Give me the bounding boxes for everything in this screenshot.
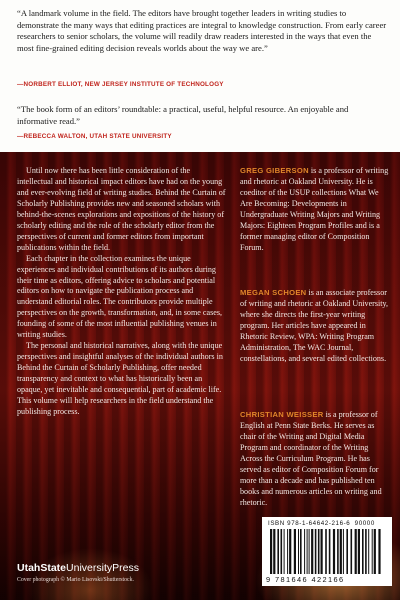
barcode-bar <box>337 529 339 574</box>
editor-name-3: CHRISTIAN WEISSER <box>240 410 324 419</box>
book-description <box>17 166 227 418</box>
editor-bio-text-1: is a professor of writing and rhetoric at Oakland University. He is coeditor of the USUP collections What We Are Becoming: Developments in Undergraduate Writing Majors and Writing Majors: Eighteen Program Profiles and is a former managing editor of Composition Forum. <box>240 166 389 252</box>
barcode-bar <box>355 529 357 574</box>
barcode-bar <box>270 529 272 574</box>
barcode-bars <box>268 529 386 574</box>
barcode-bar <box>378 529 380 574</box>
review-attribution-1: —NORBERT ELLIOT, NEW JERSEY INSTITUTE OF TECHNOLOGY <box>17 81 224 88</box>
editor-name-2: MEGAN SCHOEN <box>240 288 307 297</box>
barcode-bar <box>329 529 331 574</box>
barcode-bar <box>325 529 327 574</box>
barcode-bar <box>311 529 313 574</box>
barcode-bar <box>358 529 360 574</box>
photo-credit: Cover photograph © Mario Lisovski/Shutterstock. <box>17 577 134 583</box>
description-paragraph-3: The personal and historical narratives, along with the unique perspectives and insightful analyses of the individual authors in Behind the Curtain of Scholarly Publishing, offer needed transparency and context to what has historically been an opaque, yet inevitable and consequential, part of academic life. This volume will help researchers in the field understand the publishing process. <box>17 341 223 416</box>
editor-bio-text-3: is a professor of English at Penn State Berks. He serves as chair of the Writing and Digital Media Program and coordinator of the Writing Across the Curriculum Program. He has served as editor of Composition Forum for more than a decade and has published ten books and numerous articles on writing and rhetoric. <box>240 410 382 507</box>
barcode-bar <box>374 529 376 574</box>
description-paragraph-1: Until now there has been little consideration of the intellectual and historical impact editors have had on the young and ever-evolving field of writing studies. Behind the Curtain of Scholarly Publishing provides new and seasoned scholars with behind-the-scenes explorations and expositions of the history of scholarly editing and the role of the scholarly editor from the perspectives of current and former editors from important publications within the field. <box>17 166 226 252</box>
barcode-bar <box>307 529 308 574</box>
barcode-bar <box>287 529 288 574</box>
barcode-bar <box>351 529 353 574</box>
barcode-bar <box>372 529 373 574</box>
barcode-bar <box>294 529 296 574</box>
price-code: 90000 <box>354 520 375 527</box>
barcode-bar <box>300 529 302 574</box>
editor-bio-3 <box>240 410 392 509</box>
barcode-bar <box>340 529 342 574</box>
barcode-bar <box>284 529 285 574</box>
barcode-bar <box>304 529 305 574</box>
description-paragraph-2: Each chapter in the collection examines the unique experiences and individual contributions of its authors during their time as editors, offering advice to scholars and potential editors on how to navigate the publication process and understand editorial roles. The contributors provide multiple perspectives on the growth, transformation, and, in some cases, founding of some of the most influential publishing venues in writing studies. <box>17 253 222 340</box>
isbn-number: ISBN 978-1-64642-216-6 <box>268 520 351 527</box>
barcode-bar <box>289 529 291 574</box>
barcode-bar <box>318 529 320 574</box>
barcode-bar <box>368 529 369 574</box>
barcode-bar <box>362 529 364 574</box>
isbn-label <box>268 520 375 527</box>
publisher-name-bold: UtahState <box>17 562 67 574</box>
ean-digits: 9 781646 422166 <box>266 575 345 584</box>
barcode-bar <box>321 529 323 574</box>
publisher-logo <box>17 562 139 574</box>
barcode-bar <box>333 529 335 574</box>
publisher-name-light: UniversityPress <box>66 562 139 574</box>
review-quote-1: “A landmark volume in the field. The editors have brought together leaders in writing studies to demonstrate the many ways that editing practices are integral to knowledge construction. From early career researchers to senior scholars, the volume will readily draw readers interested in the ways that even the most fine-grained editing decision reveals worlds about the way we are.” <box>17 8 387 53</box>
review-quote-2: “The book form of an editors’ roundtable: a practical, useful, helpful resource. An enjoyable and informative read.” <box>17 104 349 126</box>
barcode-bar <box>343 529 344 574</box>
review-attribution-2: —REBECCA WALTON, UTAH STATE UNIVERSITY <box>17 133 172 140</box>
barcode-bar <box>281 529 283 574</box>
editor-bio-1 <box>240 166 392 254</box>
editor-bio-text-2: is an associate professor of writing and rhetoric at Oakland University, where she directs the first-year writing program. Her articles have appeared in Rhetoric Review, WPA: Writing Program Administration, The WAC Journal, constellations, and several edited collections. <box>240 288 389 363</box>
barcode-bar <box>365 529 367 574</box>
barcode-bar <box>346 529 348 574</box>
barcode-bar <box>277 529 279 574</box>
review-quotes-panel <box>0 0 400 152</box>
editor-bio-2 <box>240 288 392 365</box>
barcode-bar <box>309 529 310 574</box>
isbn-barcode <box>262 517 392 586</box>
editor-name-1: GREG GIBERSON <box>240 166 309 175</box>
barcode-bar <box>315 529 317 574</box>
barcode-bar <box>298 529 299 574</box>
barcode-bar <box>273 529 275 574</box>
